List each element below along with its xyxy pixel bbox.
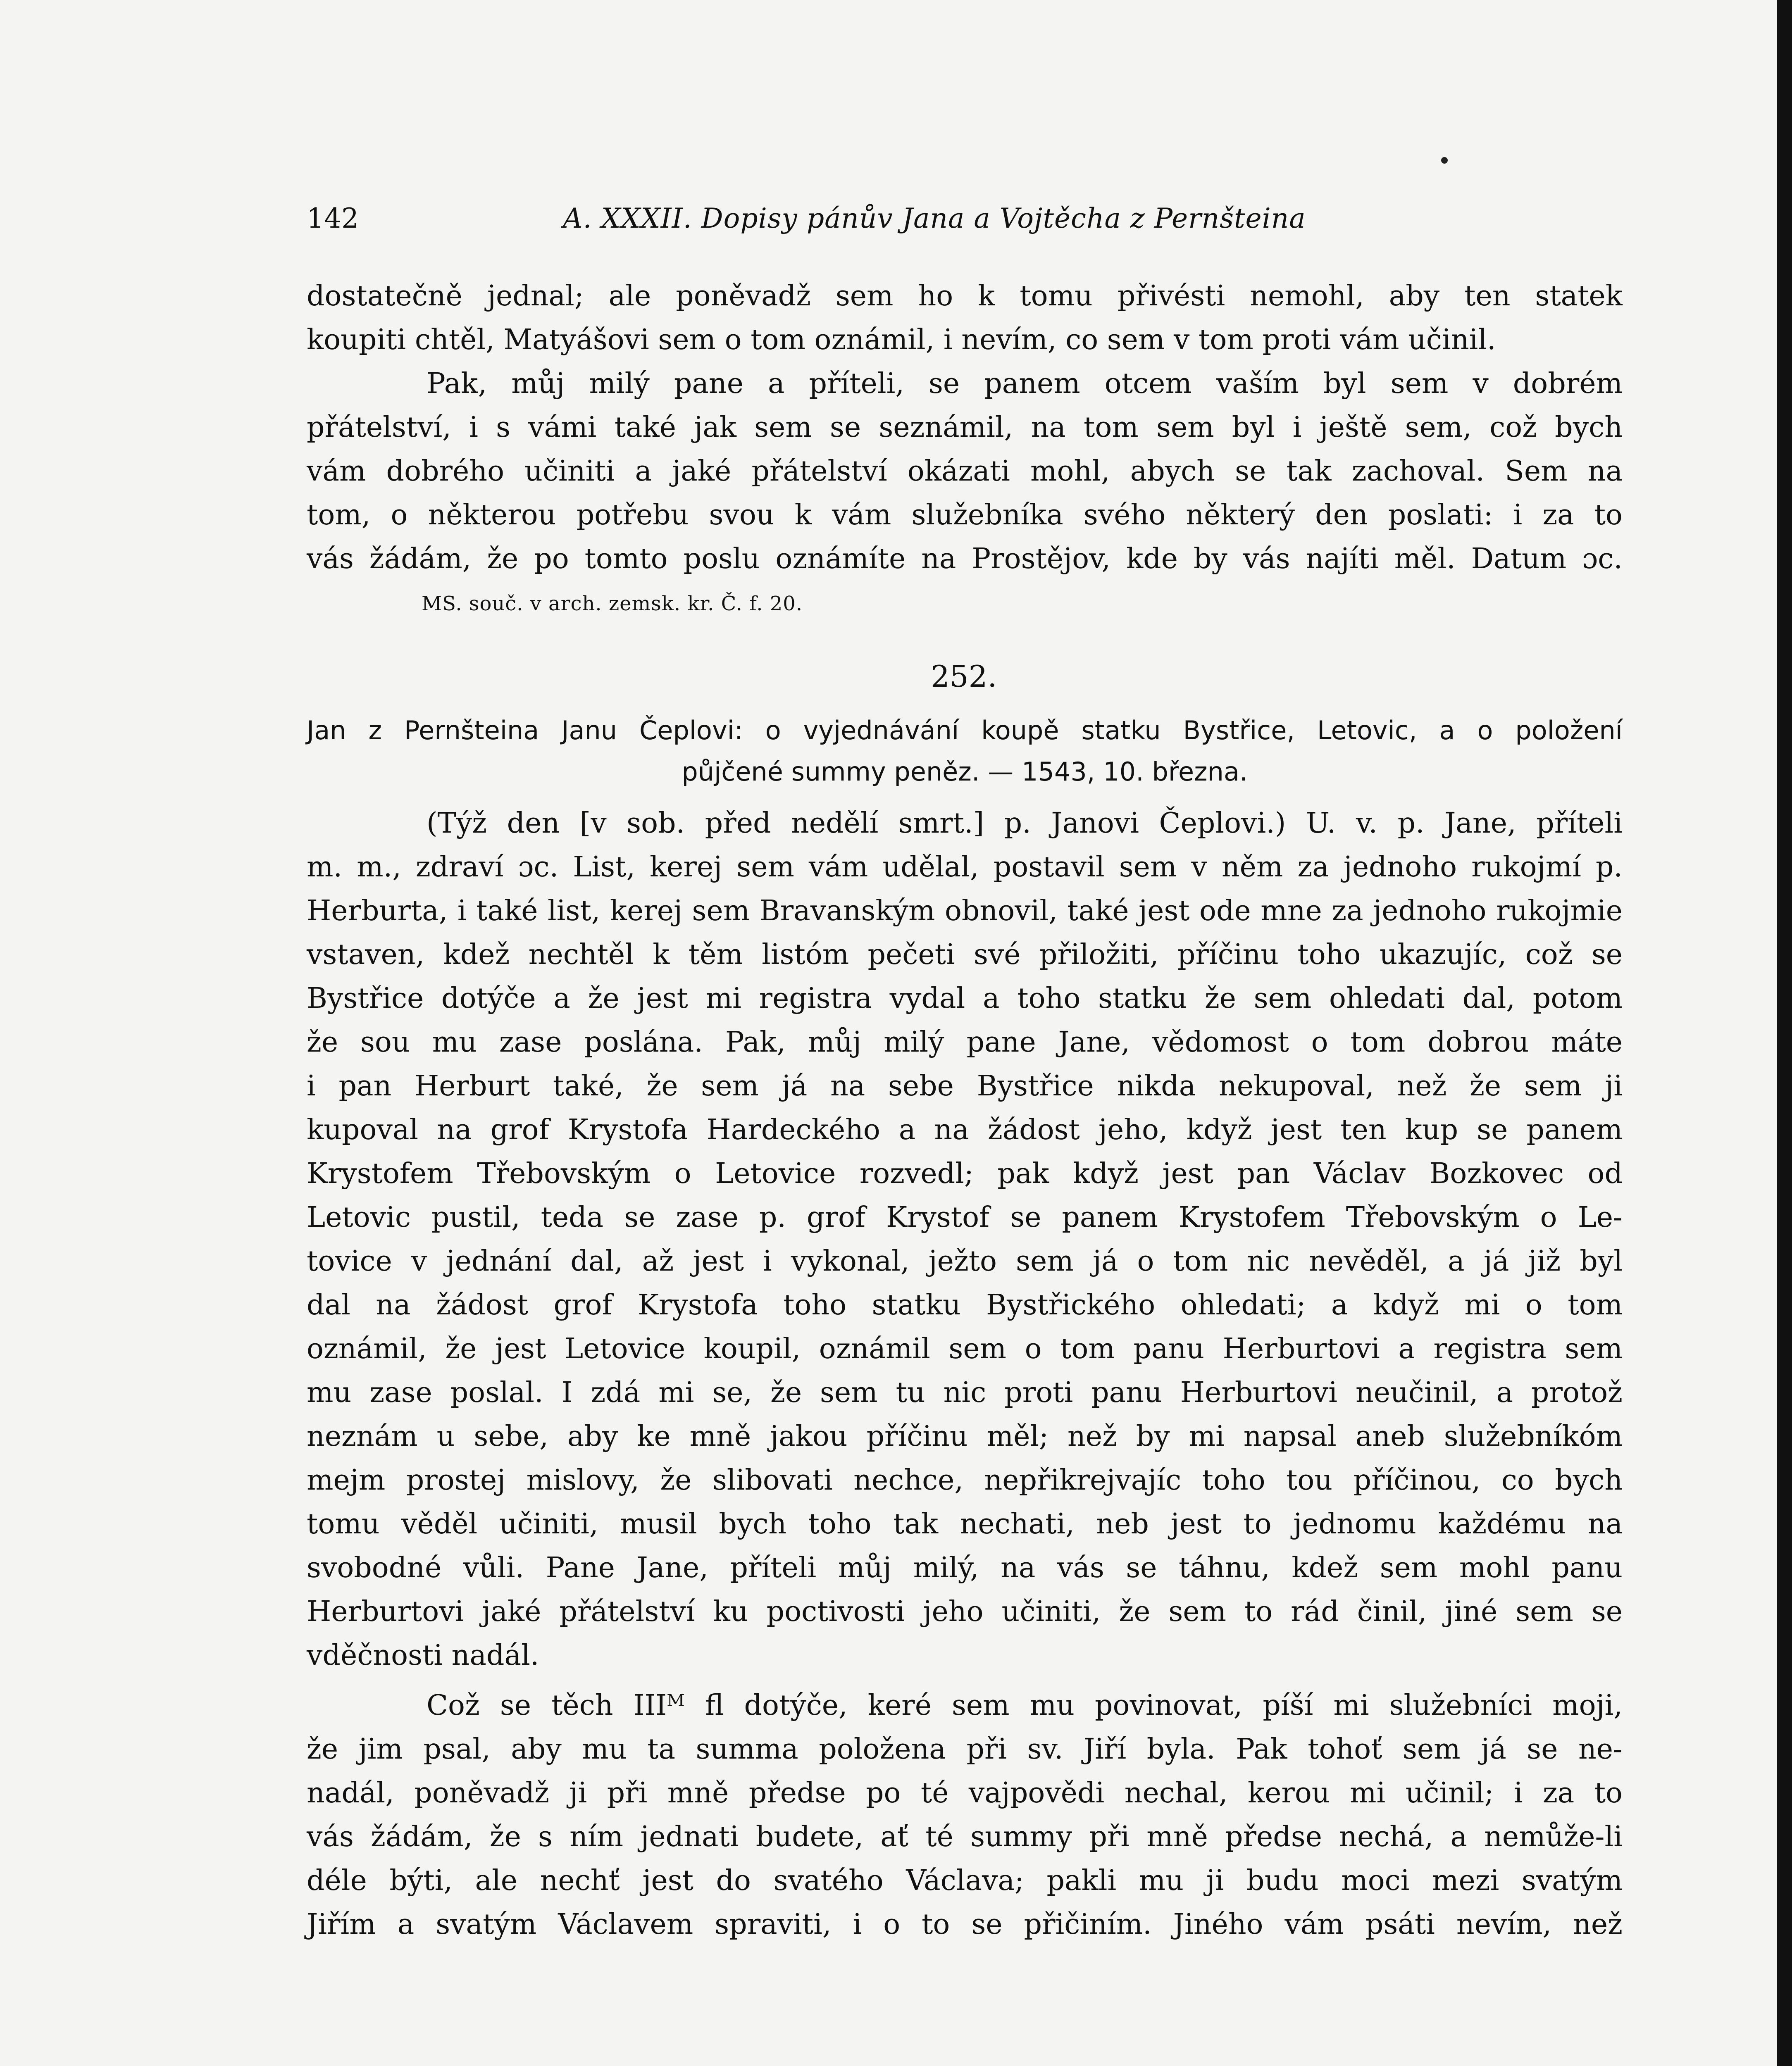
text-line: Letovic pustil, teda se zase p. grof Krystof se panem Krystofem Třebovským o Le- [307, 1201, 1623, 1234]
text-line: kupoval na grof Krystofa Hardeckého a na žádost jeho, když jest ten kup se panem [307, 1114, 1623, 1146]
source-note: MS. souč. v arch. zemsk. kr. Č. f. 20. [422, 592, 803, 615]
text-line: přátelství, i s vámi také jak sem se seznámil, na tom sem byl i ještě sem, což bych [307, 411, 1623, 444]
text-line: (Týž den [v sob. před nedělí smrt.] p. Janovi Čeplovi.) U. v. p. Jane, příteli [427, 807, 1623, 840]
text-line: vstaven, kdež nechtěl k těm listóm pečeti své přiložiti, příčinu toho ukazujíc, což se [307, 938, 1623, 971]
text-line: svobodné vůli. Pane Jane, příteli můj milý, na vás se táhnu, kdež sem mohl panu [307, 1552, 1623, 1584]
text-line: mejm prostej mislovy, že slibovati nechce, nepřikrejvajíc toho tou příčinou, co bych [307, 1464, 1623, 1497]
text-line: oznámil, že jest Letovice koupil, oznámil sem o tom panu Herburtovi a registra sem [307, 1333, 1623, 1365]
text-line: tovice v jednání dal, až jest i vykonal, ježto sem já o tom nic nevěděl, a já již byl [307, 1245, 1623, 1278]
text-line: Jiřím a svatým Václavem spraviti, i o to se přičiním. Jiného vám psáti nevím, než [307, 1908, 1623, 1941]
text-line: dostatečně jednal; ale poněvadž sem ho k tomu přivésti nemohl, aby ten statek [307, 280, 1623, 312]
text-line: i pan Herburt také, že sem já na sebe Bystřice nikda nekupoval, než že sem ji [307, 1070, 1623, 1102]
document-summary [307, 710, 1623, 793]
text-line: že jim psal, aby mu ta summa položena při sv. Jiří byla. Pak tohoť sem já se ne- [307, 1733, 1623, 1766]
text-line: dal na žádost grof Krystofa toho statku Bystřického ohledati; a když mi o tom [307, 1289, 1623, 1321]
text-line: vás žádám, že s ním jednati budete, ať té summy při mně předse nechá, a nemůže-li [307, 1821, 1623, 1853]
text-line: mu zase poslal. I zdá mi se, že sem tu nic proti panu Herburtovi neučinil, a protož [307, 1376, 1623, 1409]
text-line: vám dobrého učiniti a jaké přátelství okázati mohl, abych se tak zachoval. Sem na [307, 455, 1623, 488]
text-line: déle býti, ale nechť jest do svatého Václava; pakli mu ji budu moci mezi svatým [307, 1864, 1623, 1897]
text-line: nadál, poněvadž ji při mně předse po té vajpovědi nechal, kerou mi učinil; i za to [307, 1777, 1623, 1809]
running-title: A. XXXII. Dopisy pánův Jana a Vojtěcha z Pernšteina [563, 202, 1306, 234]
text-line: koupiti chtěl, Matyášovi sem o tom oznámil, i nevím, co sem v tom proti vám učinil. [307, 324, 1496, 356]
text-line: m. m., zdraví ɔc. List, kerej sem vám udělal, postavil sem v něm za jednoho rukojmí p. [307, 851, 1623, 883]
text-line: vděčnosti nadál. [307, 1639, 539, 1672]
text-line: že sou mu zase poslána. Pak, můj milý pane Jane, vědomost o tom dobrou máte [307, 1026, 1623, 1059]
page-header [307, 202, 1623, 240]
summary-line: Jan z Pernšteina Janu Čeplovi: o vyjednávání koupě statku Bystřice, Letovic, a o položení [307, 715, 1623, 745]
text-line: neznám u sebe, aby ke mně jakou příčinu měl; než by mi napsal aneb služebníkóm [307, 1420, 1623, 1453]
letter-252-paragraph-1 [307, 802, 1623, 1678]
text-line: Což se těch IIIᴹ fl dotýče, keré sem mu povinovat, píší mi služebníci moji, [427, 1689, 1623, 1722]
text-line: vás žádám, že po tomto poslu oznámíte na Prostějov, kde by vás najíti měl. Datum ɔc. [307, 543, 1623, 575]
page-number: 142 [307, 202, 359, 234]
text-line: Bystřice dotýče a že jest mi registra vydal a toho statku že sem ohledati dal, potom [307, 982, 1623, 1015]
letter-251-ending [307, 274, 1623, 581]
text-line: Pak, můj milý pane a příteli, se panem otcem vaším byl sem v dobrém [427, 367, 1623, 400]
scan-edge [1777, 0, 1792, 2066]
text-line: tom, o některou potřebu svou k vám služebníka svého některý den poslati: i za to [307, 499, 1623, 531]
text-line: Herburta, i také list, kerej sem Bravanským obnovil, také jest ode mne za jednoho rukojmie [307, 895, 1623, 927]
ink-speck [1441, 157, 1448, 164]
summary-line: půjčené summy peněz. — 1543, 10. března. [682, 757, 1248, 787]
document-number: 252. [931, 659, 997, 694]
text-line: Herburtovi jaké přátelství ku poctivosti jeho učiniti, že sem to rád činil, jiné sem se [307, 1595, 1623, 1628]
text-line: Krystofem Třebovským o Letovice rozvedl; pak když jest pan Václav Bozkovec od [307, 1157, 1623, 1190]
text-line: tomu věděl učiniti, musil bych toho tak nechati, neb jest to jednomu každému na [307, 1508, 1623, 1540]
letter-252-paragraph-2 [307, 1684, 1623, 1947]
